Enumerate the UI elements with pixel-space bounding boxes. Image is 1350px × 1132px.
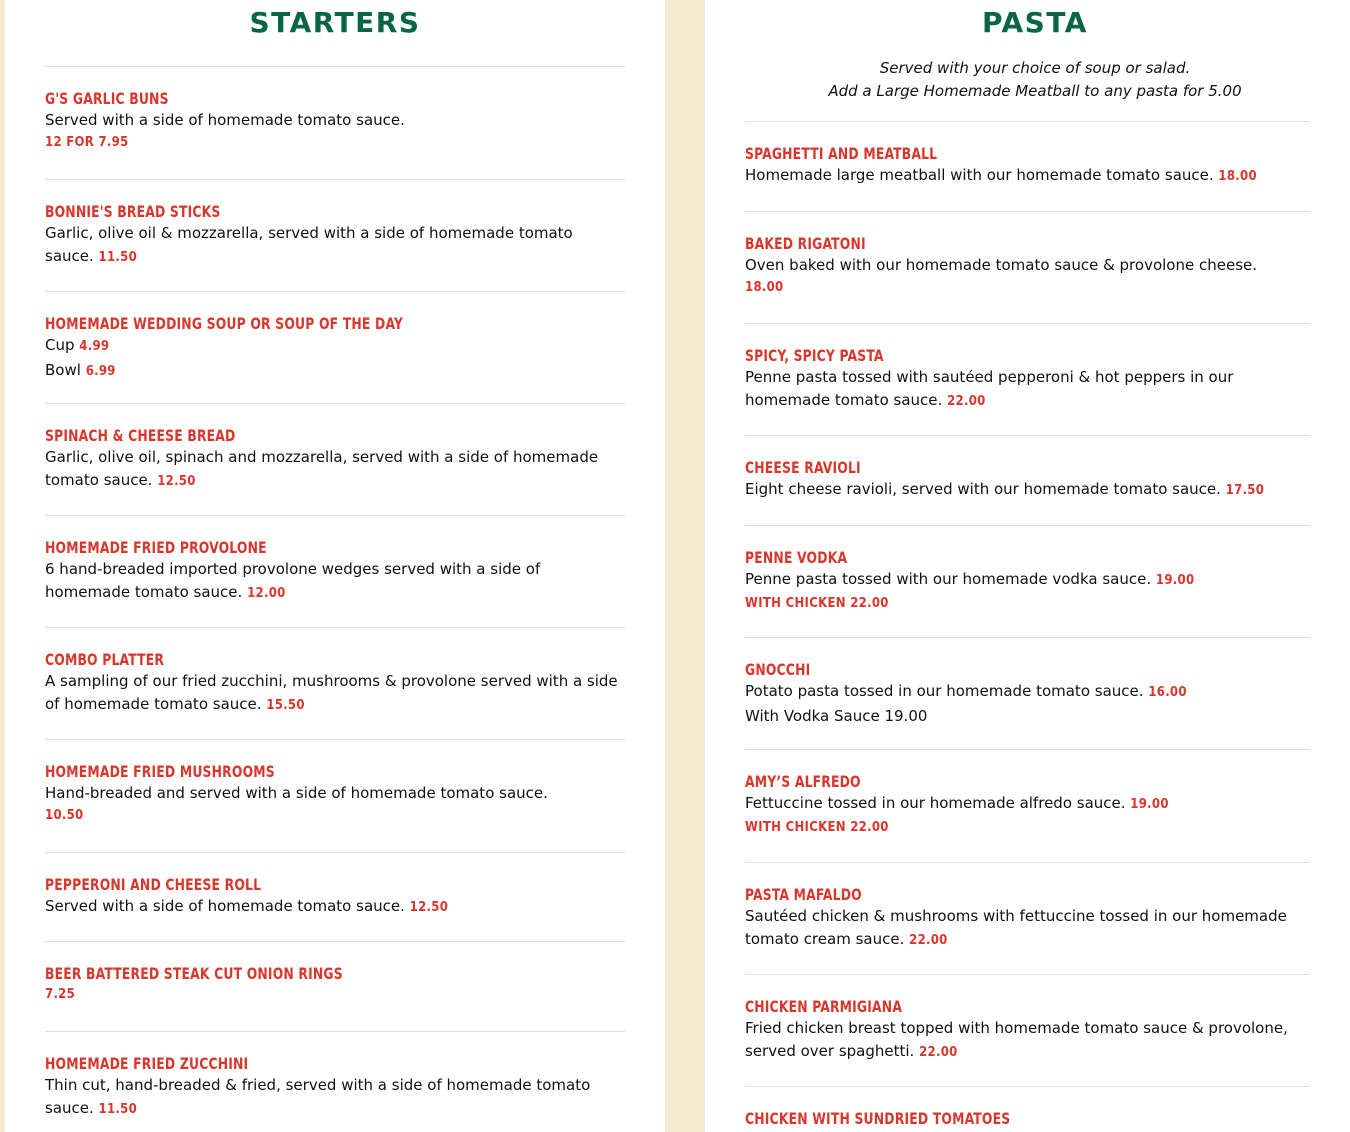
pasta-intro-line-1: Served with your choice of soup or salad. <box>879 59 1191 77</box>
menu-item <box>745 211 1310 323</box>
menu-item-description <box>45 1074 625 1121</box>
menu-item-description-text: Penne pasta tossed with sautéed pepperoni & hot peppers in our homemade tomato sauce. <box>745 368 1234 409</box>
menu-item-option-price: 4.99 <box>79 339 110 354</box>
menu-item-description-text: Served with a side of homemade tomato sauce. <box>45 897 405 915</box>
menu-item-description <box>745 568 1310 593</box>
menu-item-price: 15.50 <box>266 697 305 713</box>
menu-item-option <box>45 359 625 384</box>
menu-item-variant: With Vodka Sauce 19.00 <box>745 706 928 725</box>
pasta-intro <box>745 57 1325 103</box>
menu-item-name: PEPPERONI AND CHEESE ROLL <box>45 875 262 894</box>
menu-item-name: CHICKEN PARMIGIANA <box>745 997 903 1016</box>
menu-item-description <box>45 670 625 717</box>
menu-item-description <box>45 895 625 920</box>
menu-item-description <box>745 1017 1310 1064</box>
menu-item-price: 17.50 <box>1225 483 1265 498</box>
menu-item-price-line: WITH CHICKEN 22.00 <box>745 595 889 611</box>
menu-item-option-label: Cup <box>45 336 75 354</box>
pasta-column <box>705 0 1350 1132</box>
menu-item-name: G'S GARLIC BUNS <box>45 89 169 108</box>
menu-item-name: HOMEMADE FRIED PROVOLONE <box>45 538 267 557</box>
menu-item-description <box>745 254 1310 277</box>
menu-item-price-line: WITH CHICKEN 22.00 <box>745 819 889 835</box>
menu-item-description <box>745 792 1310 817</box>
menu-item-description <box>45 782 625 805</box>
menu-item-description-text: Served with a side of homemade tomato sauce. <box>45 111 405 129</box>
menu-item <box>45 852 625 941</box>
menu-item-price-line: 10.50 <box>45 807 84 823</box>
menu-item-price: 22.00 <box>947 393 986 409</box>
menu-item-option-price: 6.99 <box>85 363 116 379</box>
menu-item-description <box>745 366 1310 413</box>
menu-item-price: 11.50 <box>98 1101 138 1117</box>
starters-list <box>45 66 625 1132</box>
menu-item <box>745 637 1310 749</box>
menu-item-option-label: Bowl <box>45 360 81 379</box>
menu-item-name: BEER BATTERED STEAK CUT ONION RINGS <box>45 964 343 983</box>
menu-item-name: BAKED RIGATONI <box>745 234 866 253</box>
menu-item <box>45 515 625 627</box>
menu-item-price: 19.00 <box>1155 573 1195 588</box>
menu-item-description <box>745 478 1310 503</box>
menu-item-name: COMBO PLATTER <box>45 650 165 669</box>
menu-item-description-text: Penne pasta tossed with our homemade vodka sauce. <box>745 570 1152 588</box>
menu-item-description-text: 6 hand-breaded imported provolone wedges served with a side of homemade tomato sauce. <box>45 560 541 601</box>
menu-item-name: HOMEMADE FRIED ZUCCHINI <box>45 1054 249 1073</box>
menu-item-price: 22.00 <box>919 1044 958 1060</box>
menu-item-price: 11.50 <box>98 249 138 265</box>
menu-item-description-text: Fried chicken breast topped with homemade tomato sauce & provolone, served over spaghetti. <box>745 1019 1288 1060</box>
menu-item-description-text: Garlic, olive oil & mozzarella, served with a side of homemade tomato sauce. <box>45 224 573 265</box>
menu-item-name: SPINACH & CHEESE BREAD <box>45 426 236 445</box>
menu-item-description-text: Hand-breaded and served with a side of homemade tomato sauce. <box>45 784 548 802</box>
menu-item-description-text: Garlic, olive oil, spinach and mozzarella, served with a side of homemade tomato sauce. <box>45 448 599 489</box>
menu-item-name: BONNIE'S BREAD STICKS <box>45 202 221 221</box>
pasta-title: PASTA <box>982 6 1088 39</box>
menu-item-description-text: Oven baked with our homemade tomato sauce & provolone cheese. <box>745 256 1257 274</box>
menu-item <box>745 749 1310 862</box>
menu-item <box>745 435 1310 525</box>
menu-item <box>45 179 625 291</box>
menu-item-name: SPICY, SPICY PASTA <box>745 346 884 365</box>
menu-item-name: GNOCCHI <box>745 660 811 679</box>
menu-item-name: CHICKEN WITH SUNDRIED TOMATOES <box>745 1109 1011 1128</box>
menu-item-price: 12.50 <box>157 473 196 489</box>
menu-item <box>45 739 625 852</box>
menu-item <box>45 66 625 179</box>
menu-item <box>745 1086 1310 1132</box>
starters-column <box>5 0 665 1132</box>
pasta-list <box>745 121 1310 1132</box>
menu-item-name: CHEESE RAVIOLI <box>745 458 861 477</box>
menu-item-description <box>45 558 625 605</box>
menu-item <box>745 323 1310 435</box>
menu-item <box>45 941 625 1031</box>
menu-item-price: 16.00 <box>1148 685 1187 700</box>
menu-item-name: HOMEMADE FRIED MUSHROOMS <box>45 762 275 781</box>
menu-item-name: PASTA MAFALDO <box>745 885 862 904</box>
menu-item <box>45 403 625 515</box>
menu-item-description-text: Potato pasta tossed in our homemade tomato sauce. <box>745 682 1144 700</box>
menu-item-description <box>45 109 625 132</box>
starters-title: STARTERS <box>249 6 421 39</box>
menu-item-price: 22.00 <box>909 932 948 948</box>
menu-item-description <box>745 680 1310 705</box>
menu-item-option <box>45 334 625 359</box>
menu-item <box>745 862 1310 974</box>
menu-item-description-text: Thin cut, hand-breaded & fried, served with a side of homemade tomato sauce. <box>45 1076 591 1117</box>
menu-item-name: SPAGHETTI AND MEATBALL <box>745 144 938 163</box>
menu-item <box>745 121 1310 211</box>
pasta-intro-line-2: Add a Large Homemade Meatball to any pasta for 5.00 <box>828 82 1242 100</box>
menu-item-name: PENNE VODKA <box>745 548 848 567</box>
menu-item-price: 12.50 <box>409 900 449 915</box>
menu-item-description-text: A sampling of our fried zucchini, mushrooms & provolone served with a side of homemade tomato sauce. <box>45 672 618 713</box>
menu-item-description <box>745 905 1310 952</box>
menu-item-description <box>45 446 625 493</box>
menu-item-description-text: Sautéed chicken & mushrooms with fettuccine tossed in our homemade tomato cream sauce. <box>745 907 1287 948</box>
menu-item <box>45 627 625 739</box>
menu-item <box>45 1031 625 1132</box>
menu-item-description-text: Fettuccine tossed in our homemade alfredo sauce. <box>745 794 1126 812</box>
menu-item-description-text: Homemade large meatball with our homemade tomato sauce. <box>745 166 1214 184</box>
menu-item-price: 19.00 <box>1130 797 1169 812</box>
menu-item <box>45 291 625 403</box>
menu-item-price: 18.00 <box>1218 169 1257 184</box>
menu-item-name: HOMEMADE WEDDING SOUP OR SOUP OF THE DAY <box>45 314 404 333</box>
menu-item-description <box>45 222 625 269</box>
menu-item-description <box>745 164 1310 189</box>
menu-item-price: 12.00 <box>247 585 286 601</box>
menu-item <box>745 974 1310 1086</box>
menu-item-price-line: 18.00 <box>745 279 784 295</box>
menu-item-name: AMY’S ALFREDO <box>745 772 861 791</box>
menu-item-description-text: Eight cheese ravioli, served with our homemade tomato sauce. <box>745 480 1221 498</box>
menu-item-price-line: 12 FOR 7.95 <box>45 134 129 150</box>
menu-item <box>745 525 1310 637</box>
menu-item-price-line: 7.25 <box>45 987 76 1002</box>
